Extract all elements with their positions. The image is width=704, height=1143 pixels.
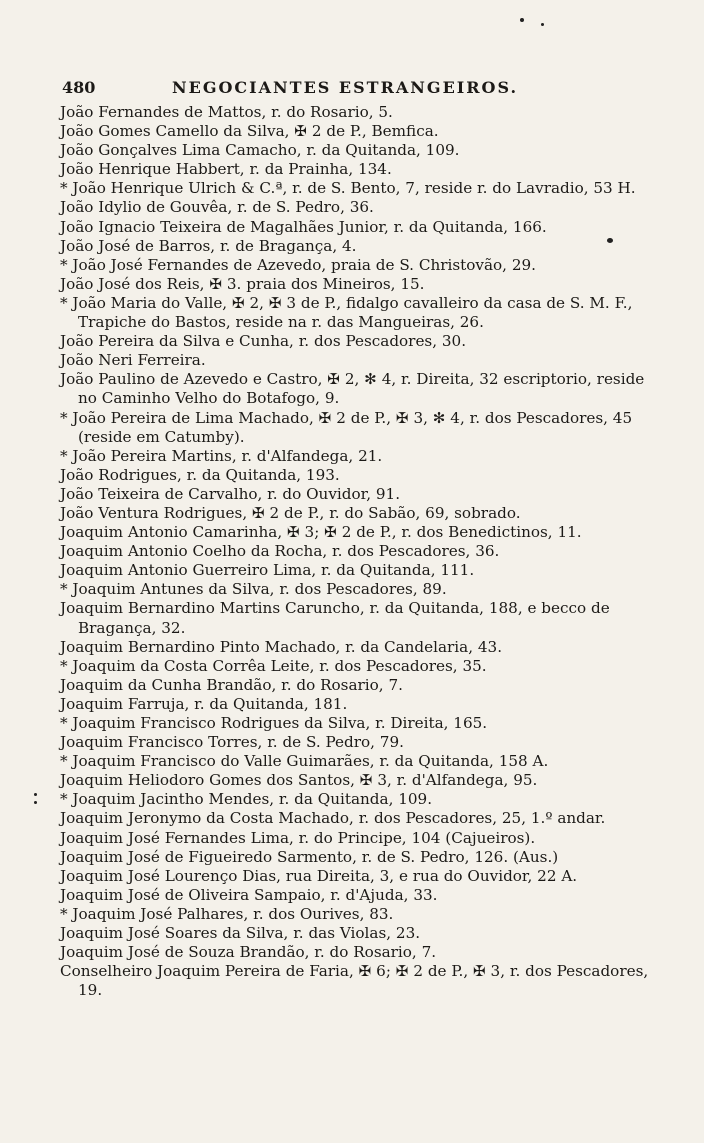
list-item: João Ventura Rodrigues, ✠ 2 de P., r. do Sabão, 69, sobrado. xyxy=(60,503,521,522)
page-header xyxy=(62,78,532,100)
list-item: João Henrique Habbert, r. da Prainha, 134. xyxy=(60,160,392,179)
list-item: * Joaquim José Palhares, r. dos Ourives, 83. xyxy=(60,904,394,923)
list-item: Conselheiro Joaquim Pereira de Faria, ✠ 6; ✠ 2 de P., ✠ 3, r. dos Pescadores, 19. xyxy=(60,962,649,1000)
list-item: Joaquim José de Oliveira Sampaio, r. d'Ajuda, 33. xyxy=(60,885,438,904)
list-item: Joaquim Farruja, r. da Quitanda, 181. xyxy=(60,694,348,713)
list-item: * João Pereira Martins, r. d'Alfandega, 21. xyxy=(60,446,383,465)
list-item: Joaquim José de Souza Brandão, r. do Rosario, 7. xyxy=(60,943,437,962)
ink-speck xyxy=(34,793,37,796)
list-item: João José de Barros, r. de Bragança, 4. xyxy=(60,236,357,255)
list-item: Joaquim Antonio Coelho da Rocha, r. dos Pescadores, 36. xyxy=(60,542,500,561)
list-item: * João Henrique Ulrich & C.ª, r. de S. Bento, 7, reside r. do Lavradio, 53 H. xyxy=(60,179,636,198)
list-item: João Idylio de Gouvêa, r. de S. Pedro, 36. xyxy=(60,198,374,217)
list-item: João Fernandes de Mattos, r. do Rosario, 5. xyxy=(60,103,393,121)
list-item: João Neri Ferreira. xyxy=(60,351,206,370)
list-item: João Ignacio Teixeira de Magalhães Junior, r. da Quitanda, 166. xyxy=(60,217,547,236)
page-title: NEGOCIANTES ESTRANGEIROS. xyxy=(172,78,519,97)
list-item: Joaquim Francisco Torres, r. de S. Pedro, 79. xyxy=(60,733,404,752)
list-item: * João José Fernandes de Azevedo, praia de S. Christovão, 29. xyxy=(60,255,536,274)
list-item: * Joaquim da Costa Corrêa Leite, r. dos Pescadores, 35. xyxy=(60,656,487,675)
list-item: * Joaquim Francisco Rodrigues da Silva, r. Direita, 165. xyxy=(60,714,488,732)
list-item: Joaquim Jeronymo da Costa Machado, r. dos Pescadores, 25, 1.º andar. xyxy=(60,809,606,828)
ink-speck xyxy=(34,801,37,804)
list-item: João Rodrigues, r. da Quitanda, 193. xyxy=(60,465,340,484)
list-item: Joaquim da Cunha Brandão, r. do Rosario, 7. xyxy=(60,675,403,694)
list-item: Joaquim Heliodoro Gomes dos Santos, ✠ 3, r. d'Alfandega, 95. xyxy=(60,771,538,790)
ink-speck xyxy=(541,23,544,26)
list-item: João Pereira da Silva e Cunha, r. dos Pescadores, 30. xyxy=(60,332,467,351)
page-number: 480 xyxy=(62,78,96,97)
list-item: João Paulino de Azevedo e Castro, ✠ 2, ✻ 4, r. Direita, 32 escriptorio, reside no Caminho Velho do Botafogo, 9. xyxy=(60,370,645,408)
list-item: João Gomes Camello da Silva, ✠ 2 de P., Bemfica. xyxy=(60,122,439,141)
list-item: * João Maria do Valle, ✠ 2, ✠ 3 de P., fidalgo cavalleiro da casa de S. M. F., Trapiche do Bastos, reside na r. das Mangueiras, 26. xyxy=(60,293,633,332)
entry-list xyxy=(60,103,650,1000)
list-item: João Teixeira de Carvalho, r. do Ouvidor, 91. xyxy=(60,484,401,503)
list-item: Joaquim Antonio Camarinha, ✠ 3; ✠ 2 de P., r. dos Benedictinos, 11. xyxy=(60,523,582,542)
list-item: * Joaquim Antunes da Silva, r. dos Pescadores, 89. xyxy=(60,580,447,599)
list-item: João Gonçalves Lima Camacho, r. da Quitanda, 109. xyxy=(60,141,460,160)
list-item: Joaquim Bernardino Martins Caruncho, r. da Quitanda, 188, e becco de Bragança, 32. xyxy=(60,599,610,637)
list-item: * Joaquim Jacintho Mendes, r. da Quitanda, 109. xyxy=(60,790,433,809)
list-item: * Joaquim Francisco do Valle Guimarães, r. da Quitanda, 158 A. xyxy=(60,752,549,771)
list-item: Joaquim José Fernandes Lima, r. do Principe, 104 (Cajueiros). xyxy=(60,828,536,847)
list-item: Joaquim José Lourenço Dias, rua Direita, 3, e rua do Ouvidor, 22 A. xyxy=(60,866,578,885)
list-item: João José dos Reis, ✠ 3. praia dos Mineiros, 15. xyxy=(60,274,425,293)
list-item: Joaquim José de Figueiredo Sarmento, r. de S. Pedro, 126. (Aus.) xyxy=(60,847,559,866)
list-item: Joaquim Antonio Guerreiro Lima, r. da Quitanda, 111. xyxy=(60,561,475,580)
list-item: Joaquim José Soares da Silva, r. das Violas, 23. xyxy=(60,924,421,943)
ink-speck xyxy=(520,18,524,22)
list-item: * João Pereira de Lima Machado, ✠ 2 de P., ✠ 3, ✻ 4, r. dos Pescadores, 45 (reside em Catumby). xyxy=(60,408,633,446)
list-item: Joaquim Bernardino Pinto Machado, r. da Candelaria, 43. xyxy=(60,637,503,656)
